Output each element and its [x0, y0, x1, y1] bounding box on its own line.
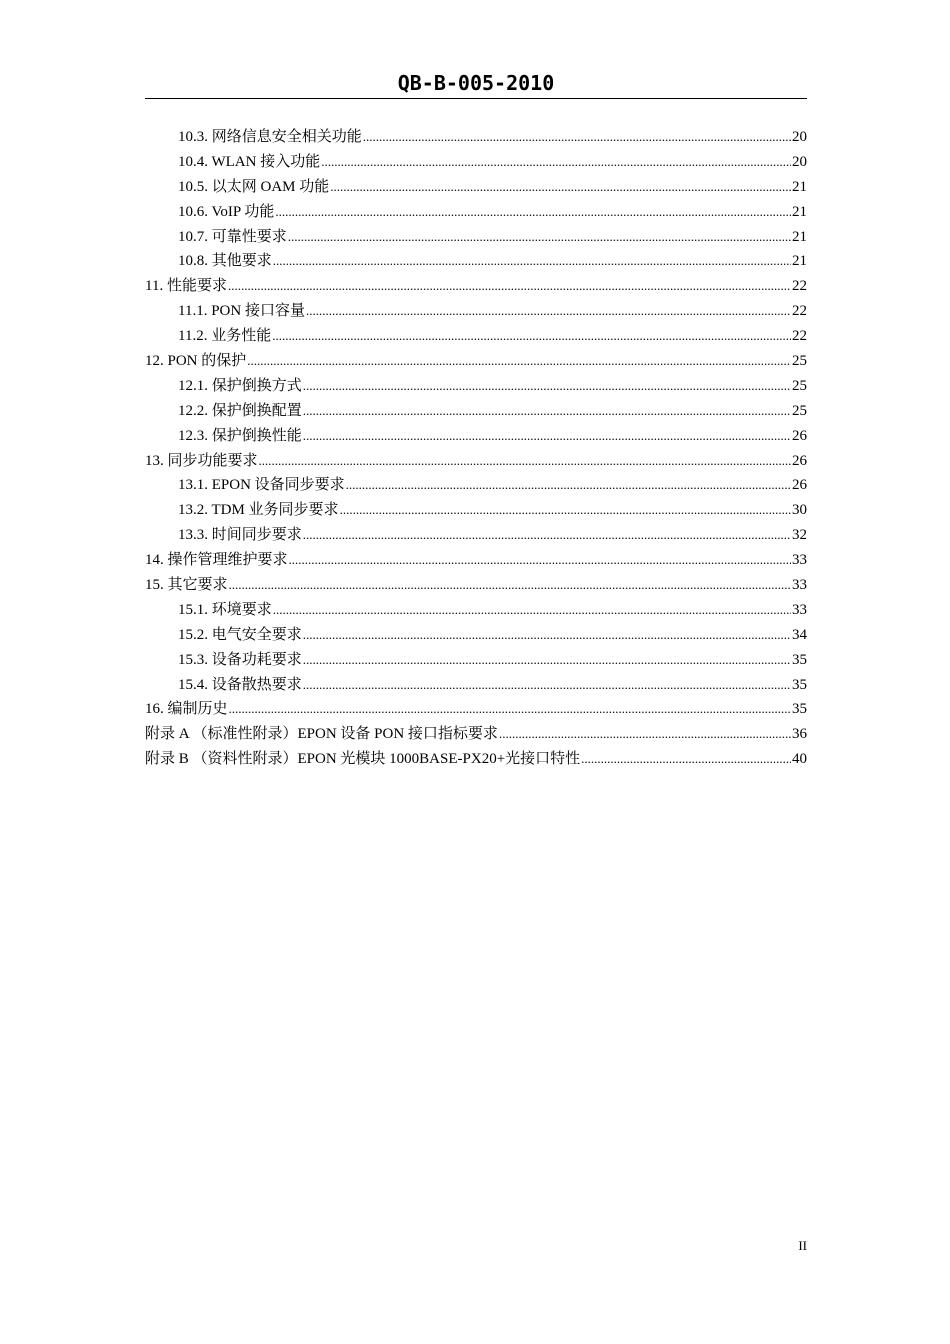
toc-dot-leader: [259, 449, 791, 474]
toc-entry[interactable]: [145, 548, 807, 573]
toc-entry[interactable]: [145, 697, 807, 722]
toc-entry-title: 15.3. 设备功耗要求: [178, 651, 302, 668]
toc-entry-title: 13. 同步功能要求: [145, 452, 258, 469]
toc-dot-leader: [303, 673, 791, 698]
toc-entry-title: 14. 操作管理维护要求: [145, 552, 288, 569]
toc-dot-leader: [340, 498, 791, 523]
toc-entry-title: 10.4. WLAN 接入功能: [178, 153, 321, 170]
toc-dot-leader: [303, 648, 791, 673]
toc-entry-page: 35: [792, 651, 807, 668]
toc-entry[interactable]: [145, 449, 807, 474]
toc-entry-page: 33: [792, 577, 807, 594]
toc-entry-title: 11.2. 业务性能: [178, 328, 272, 345]
toc-entry-page: 32: [792, 527, 807, 544]
toc-entry-title: 10.6. VoIP 功能: [178, 203, 275, 220]
toc-entry-page: 33: [792, 552, 807, 569]
toc-dot-leader: [247, 349, 791, 374]
toc-entry-page: 22: [792, 328, 807, 345]
toc-entry[interactable]: [145, 573, 807, 598]
toc-entry-title: 13.1. EPON 设备同步要求: [178, 477, 345, 494]
toc-entry[interactable]: [145, 623, 807, 648]
toc-entry-page: 21: [792, 228, 807, 245]
toc-dot-leader: [581, 747, 791, 772]
toc-entry-title: 10.7. 可靠性要求: [178, 228, 287, 245]
toc-entry-title: 10.3. 网络信息安全相关功能: [178, 129, 362, 145]
toc-dot-leader: [303, 623, 791, 648]
table-of-contents: [145, 125, 807, 772]
toc-entry-page: 21: [792, 178, 807, 195]
toc-entry[interactable]: [145, 598, 807, 623]
toc-entry-page: 33: [792, 601, 807, 618]
toc-entry-page: 26: [792, 427, 807, 444]
toc-dot-leader: [229, 697, 791, 722]
toc-entry[interactable]: [145, 374, 807, 399]
toc-entry-page: 34: [792, 626, 807, 643]
page-number: II: [798, 1238, 807, 1253]
toc-entry-page: 25: [792, 377, 807, 394]
toc-entry-page: 26: [792, 477, 807, 494]
toc-entry-page: 20: [792, 129, 807, 145]
toc-entry[interactable]: [145, 722, 807, 747]
toc-entry-page: 22: [792, 303, 807, 320]
toc-entry-title: 10.5. 以太网 OAM 功能: [178, 178, 330, 195]
toc-entry[interactable]: [145, 249, 807, 274]
toc-entry-title: 13.3. 时间同步要求: [178, 527, 302, 544]
toc-entry[interactable]: [145, 399, 807, 424]
toc-entry-title: 13.2. TDM 业务同步要求: [178, 502, 339, 519]
toc-entry[interactable]: [145, 200, 807, 225]
toc-dot-leader: [288, 225, 791, 250]
toc-entry[interactable]: [145, 498, 807, 523]
toc-entry[interactable]: [145, 299, 807, 324]
toc-dot-leader: [272, 324, 791, 349]
toc-entry[interactable]: [145, 673, 807, 698]
toc-dot-leader: [363, 125, 791, 150]
toc-entry-page: 25: [792, 353, 807, 370]
toc-dot-leader: [273, 249, 791, 274]
toc-dot-leader: [346, 473, 791, 498]
toc-entry-title: 15.2. 电气安全要求: [178, 626, 302, 643]
toc-entry[interactable]: [145, 150, 807, 175]
toc-entry-title: 附录 B （资料性附录）EPON 光模块 1000BASE-PX20+光接口特性: [145, 751, 581, 768]
toc-dot-leader: [321, 150, 791, 175]
toc-entry[interactable]: [145, 274, 807, 299]
toc-entry-title: 12. PON 的保护: [145, 353, 247, 370]
toc-dot-leader: [303, 374, 791, 399]
toc-entry-title: 12.3. 保护倒换性能: [178, 427, 302, 444]
toc-entry-page: 22: [792, 278, 807, 295]
toc-dot-leader: [273, 598, 791, 623]
toc-dot-leader: [303, 523, 791, 548]
toc-entry-page: 35: [792, 701, 807, 718]
toc-entry-page: 35: [792, 676, 807, 693]
toc-entry-title: 12.1. 保护倒换方式: [178, 377, 302, 394]
toc-entry-title: 12.2. 保护倒换配置: [178, 402, 302, 419]
toc-entry[interactable]: [145, 225, 807, 250]
toc-entry[interactable]: [145, 424, 807, 449]
document-code: QB-B-005-2010: [397, 71, 555, 95]
toc-entry[interactable]: [145, 175, 807, 200]
toc-entry-page: 36: [792, 726, 807, 743]
toc-dot-leader: [303, 424, 791, 449]
toc-entry-page: 21: [792, 203, 807, 220]
toc-entry-page: 26: [792, 452, 807, 469]
toc-entry-page: 40: [792, 751, 807, 768]
toc-entry-page: 20: [792, 153, 807, 170]
toc-entry[interactable]: [145, 473, 807, 498]
toc-entry[interactable]: [145, 125, 807, 150]
toc-dot-leader: [306, 299, 791, 324]
toc-dot-leader: [275, 200, 791, 225]
toc-entry[interactable]: [145, 349, 807, 374]
toc-dot-leader: [289, 548, 791, 573]
toc-entry-title: 16. 编制历史: [145, 701, 228, 718]
toc-entry-title: 15.4. 设备散热要求: [178, 676, 302, 693]
toc-entry-title: 11.1. PON 接口容量: [178, 303, 305, 320]
toc-entry-title: 11. 性能要求: [145, 278, 227, 295]
toc-entry-page: 25: [792, 402, 807, 419]
toc-dot-leader: [499, 722, 791, 747]
toc-dot-leader: [228, 274, 791, 299]
toc-entry[interactable]: [145, 747, 807, 772]
toc-entry-title: 10.8. 其他要求: [178, 253, 272, 270]
toc-entry-title: 附录 A （标准性附录）EPON 设备 PON 接口指标要求: [145, 726, 498, 743]
toc-entry-page: 30: [792, 502, 807, 519]
toc-entry[interactable]: [145, 523, 807, 548]
toc-dot-leader: [330, 175, 791, 200]
page-header: [145, 68, 807, 99]
toc-entry-title: 15. 其它要求: [145, 577, 228, 594]
toc-dot-leader: [303, 399, 791, 424]
toc-entry[interactable]: [145, 648, 807, 673]
toc-entry-title: 15.1. 环境要求: [178, 601, 272, 618]
toc-entry-page: 21: [792, 253, 807, 270]
toc-dot-leader: [229, 573, 791, 598]
toc-entry[interactable]: [145, 324, 807, 349]
